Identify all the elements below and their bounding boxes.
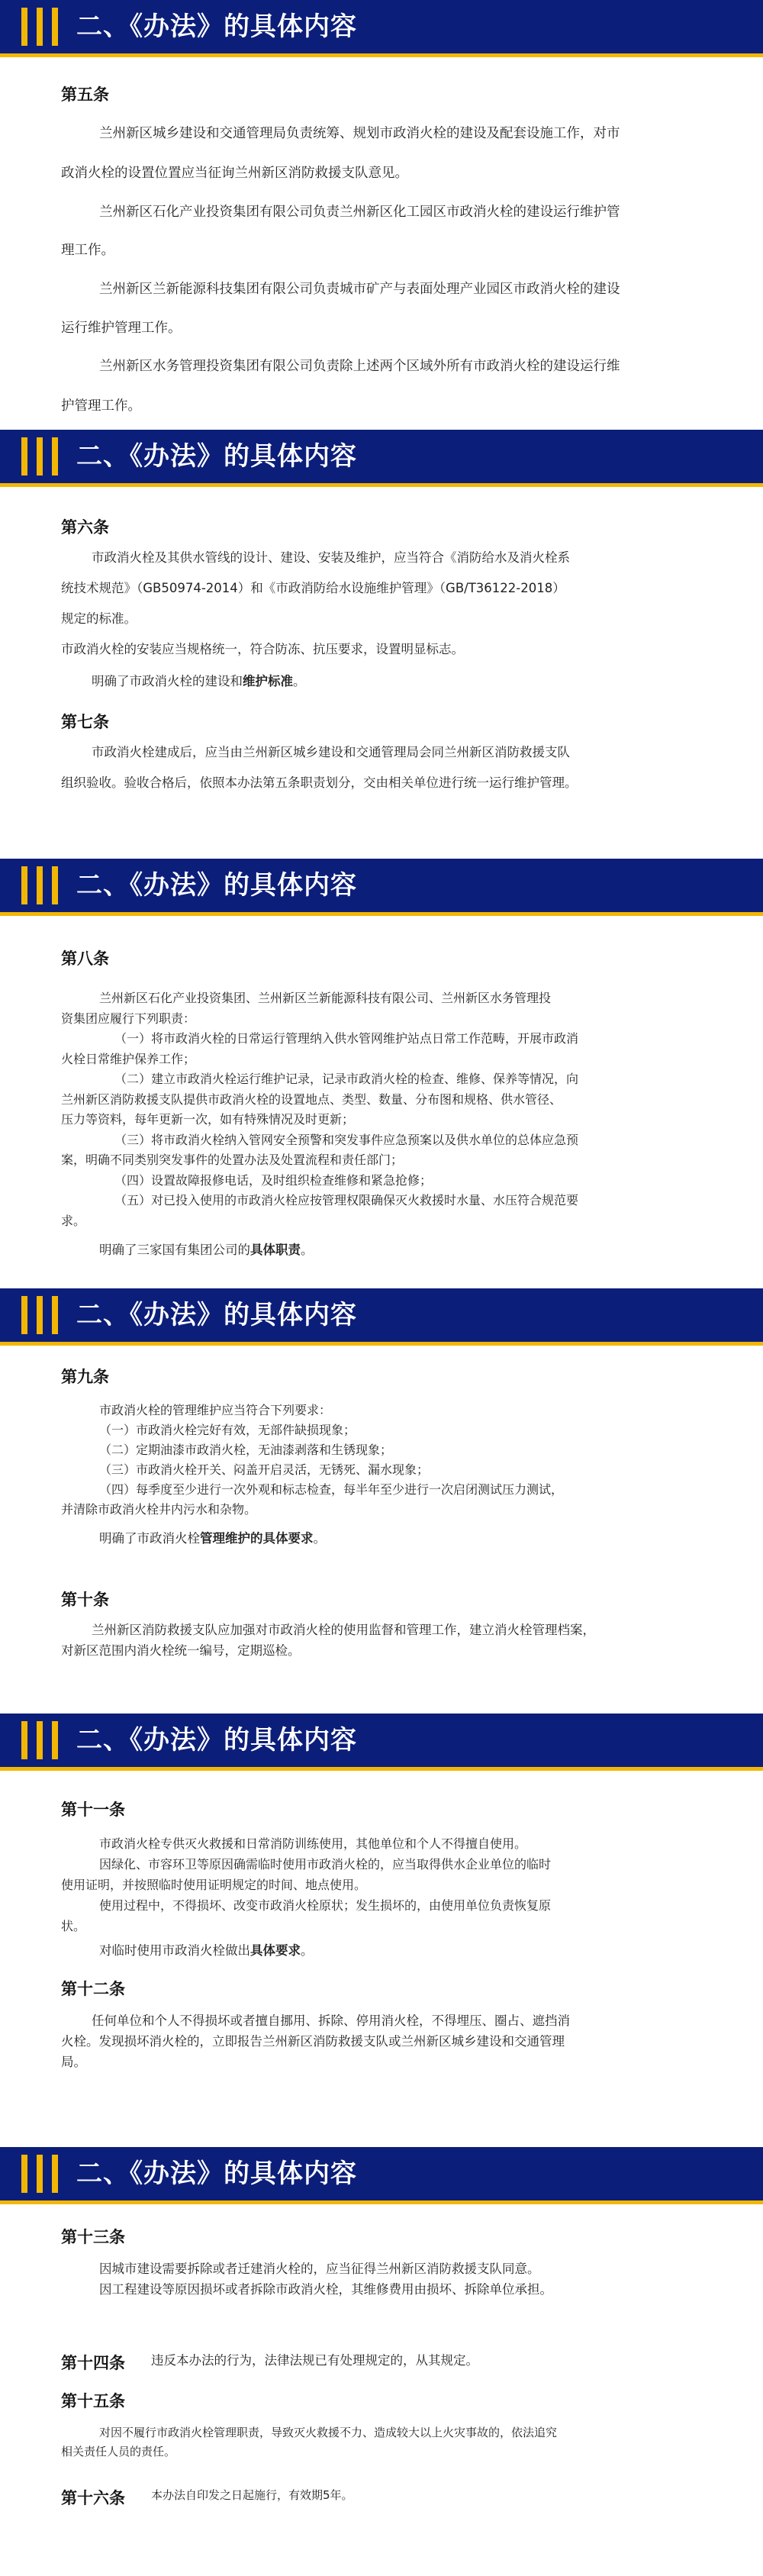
paragraph: 相关责任人员的责任。 [61,2445,176,2458]
paragraph: 市政消火栓及其供水管线的设计、建设、安装及维护，应当符合《消防给水及消火栓系 [92,550,570,565]
section-banner-1 [0,0,763,53]
paragraph: 兰州新区水务管理投资集团有限公司负责除上述两个区域外所有市政消火栓的建设运行维 [99,359,620,374]
paragraph: 市政消火栓的安装应当规格统一，符合防冻、抗压要求，设置明显标志。 [61,642,464,656]
article-heading-8: 第八条 [61,949,109,968]
body-line: （二）建立市政消火栓运行维护记录，记录市政消火栓的检查、维修、保养等情况，向 [114,1072,579,1086]
body-line: 兰州新区石化产业投资集团、兰州新区兰新能源科技有限公司、兰州新区水务管理投 [99,991,552,1005]
article-heading-11: 第十一条 [61,1801,125,1819]
paragraph: 理工作。 [61,243,114,258]
paragraph: 市政消火栓建成后，应当由兰州新区城乡建设和交通管理局会同兰州新区消防救援支队 [92,745,570,759]
paragraph: 违反本办法的行为，法律法规已有处理规定的，从其规定。 [151,2353,478,2368]
paragraph: 运行维护管理工作。 [61,321,182,336]
banner-title: 二、《办法》的具体内容 [76,2158,357,2189]
section-banner-2 [0,430,763,483]
paragraph: 对新区范围内消火栓统一编号，定期巡检。 [61,1643,301,1658]
article-heading-6: 第六条 [61,518,109,537]
summary-note: 对临时使用市政消火栓做出具体要求。 [99,1943,314,1958]
gold-divider [0,53,763,57]
paragraph: 对因不履行市政消火栓管理职责，导致灭火救援不力、造成较大以上火灾事故的，依法追究 [99,2426,558,2439]
body-line: （一）市政消火栓完好有效，无部件缺损现象； [99,1423,356,1437]
gold-divider [0,1767,763,1771]
gold-divider [0,1342,763,1346]
body-line: （四）设置故障报修电话，及时组织检查维修和紧急抢修； [114,1172,433,1188]
paragraph: 统技术规范》（GB50974-2014）和《市政消防给水设施维护管理》（GB/T36122-2018） [61,581,565,595]
body-line: 使用证明，并按照临时使用证明规定的时间、地点使用。 [61,1878,367,1892]
body-line: 资集团应履行下列职责： [61,1011,196,1026]
paragraph: 火栓。发现损坏消火栓的，立即报告兰州新区消防救援支队或兰州新区城乡建设和交通管理 [61,2034,565,2049]
body-line: 求。 [61,1213,86,1228]
body-line: 兰州新区消防救援支队提供市政消火栓的设置地点、类型、数量、分布图和规格、供水管径、 [61,1091,562,1107]
paragraph: 本办法自印发之日起施行，有效期5年。 [151,2488,353,2502]
body-line: （一）将市政消火栓的日常运行管理纳入供水管网维护站点日常工作范畴，开展市政消 [114,1031,579,1046]
body-line: 市政消火栓的管理维护应当符合下列要求： [99,1403,332,1417]
section-banner-6 [0,2147,763,2200]
article-heading-10: 第十条 [61,1591,109,1609]
paragraph: 规定的标准。 [61,611,137,626]
section-banner-5 [0,1714,763,1767]
paragraph: 兰州新区兰新能源科技集团有限公司负责城市矿产与表面处理产业园区市政消火栓的建设 [99,282,620,297]
summary-note: 明确了市政消火栓的建设和维护标准。 [92,674,306,688]
body-line: 并清除市政消火栓井内污水和杂物。 [61,1502,257,1517]
article-heading-16: 第十六条 [61,2489,125,2507]
banner-title: 二、《办法》的具体内容 [76,1300,357,1330]
gold-divider [0,2200,763,2204]
paragraph: 兰州新区消防救援支队应加强对市政消火栓的使用监督和管理工作，建立消火栓管理档案， [92,1623,595,1637]
article-heading-5: 第五条 [61,85,109,104]
banner-title: 二、《办法》的具体内容 [76,1725,357,1755]
body-line: 因绿化、市容环卫等原因确需临时使用市政消火栓的，应当取得供水企业单位的临时 [99,1857,552,1872]
banner-title: 二、《办法》的具体内容 [76,870,357,901]
body-line: （二）定期油漆市政消火栓，无油漆剥落和生锈现象； [99,1443,393,1457]
gold-divider [0,912,763,916]
paragraph: 因工程建设等原因损坏或者拆除市政消火栓，其维修费用由损坏、拆除单位承担。 [99,2282,552,2297]
body-line: 火栓日常维护保养工作； [61,1051,196,1066]
body-line: 压力等资料，每年更新一次，如有特殊情况及时更新； [61,1112,355,1127]
paragraph: 因城市建设需要拆除或者迁建消火栓的，应当征得兰州新区消防救援支队同意。 [99,2262,540,2276]
body-line: （三）市政消火栓开关、闷盖开启灵活，无锈死、漏水现象； [99,1462,430,1477]
body-line: 案，明确不同类别突发事件的处置办法及处置流程和责任部门； [61,1153,404,1167]
paragraph: 政消火栓的设置位置应当征询兰州新区消防救援支队意见。 [61,166,408,181]
banner-title: 二、《办法》的具体内容 [76,11,357,42]
article-heading-13: 第十三条 [61,2228,125,2246]
article-heading-14: 第十四条 [61,2354,125,2372]
body-line: 市政消火栓专供灭火救援和日常消防训练使用，其他单位和个人不得擅自使用。 [99,1836,527,1851]
summary-note: 明确了市政消火栓管理维护的具体要求。 [99,1531,326,1546]
paragraph: 局。 [61,2055,86,2069]
paragraph: 护管理工作。 [61,398,141,414]
article-heading-9: 第九条 [61,1368,109,1386]
section-banner-4 [0,1288,763,1342]
body-line: （四）每季度至少进行一次外观和标志检查，每半年至少进行一次启闭测试压力测试， [99,1482,564,1497]
paragraph: 组织验收。验收合格后，依照本办法第五条职责划分，交由相关单位进行统一运行维护管理。 [61,775,578,790]
body-line: 使用过程中，不得损坏、改变市政消火栓原状；发生损坏的，由使用单位负责恢复原 [99,1898,552,1913]
body-line: （三）将市政消火栓纳入管网安全预警和突发事件应急预案以及供水单位的总体应急预 [114,1132,579,1147]
body-line: （五）对已投入使用的市政消火栓应按管理权限确保灭火救援时水量、水压符合规范要 [114,1193,579,1207]
paragraph: 任何单位和个人不得损坏或者擅自挪用、拆除、停用消火栓，不得埋压、圈占、遮挡消 [92,2013,570,2028]
banner-title: 二、《办法》的具体内容 [76,441,357,472]
body-line: 状。 [61,1919,86,1933]
summary-note: 明确了三家国有集团公司的具体职责。 [99,1243,314,1257]
article-heading-7: 第七条 [61,713,109,731]
paragraph: 兰州新区石化产业投资集团有限公司负责兰州新区化工园区市政消火栓的建设运行维护管 [99,205,620,220]
article-heading-15: 第十五条 [61,2392,125,2410]
paragraph: 兰州新区城乡建设和交通管理局负责统筹、规划市政消火栓的建设及配套设施工作，对市 [99,126,620,141]
article-heading-12: 第十二条 [61,1980,125,1998]
gold-divider [0,483,763,487]
section-banner-3 [0,859,763,912]
